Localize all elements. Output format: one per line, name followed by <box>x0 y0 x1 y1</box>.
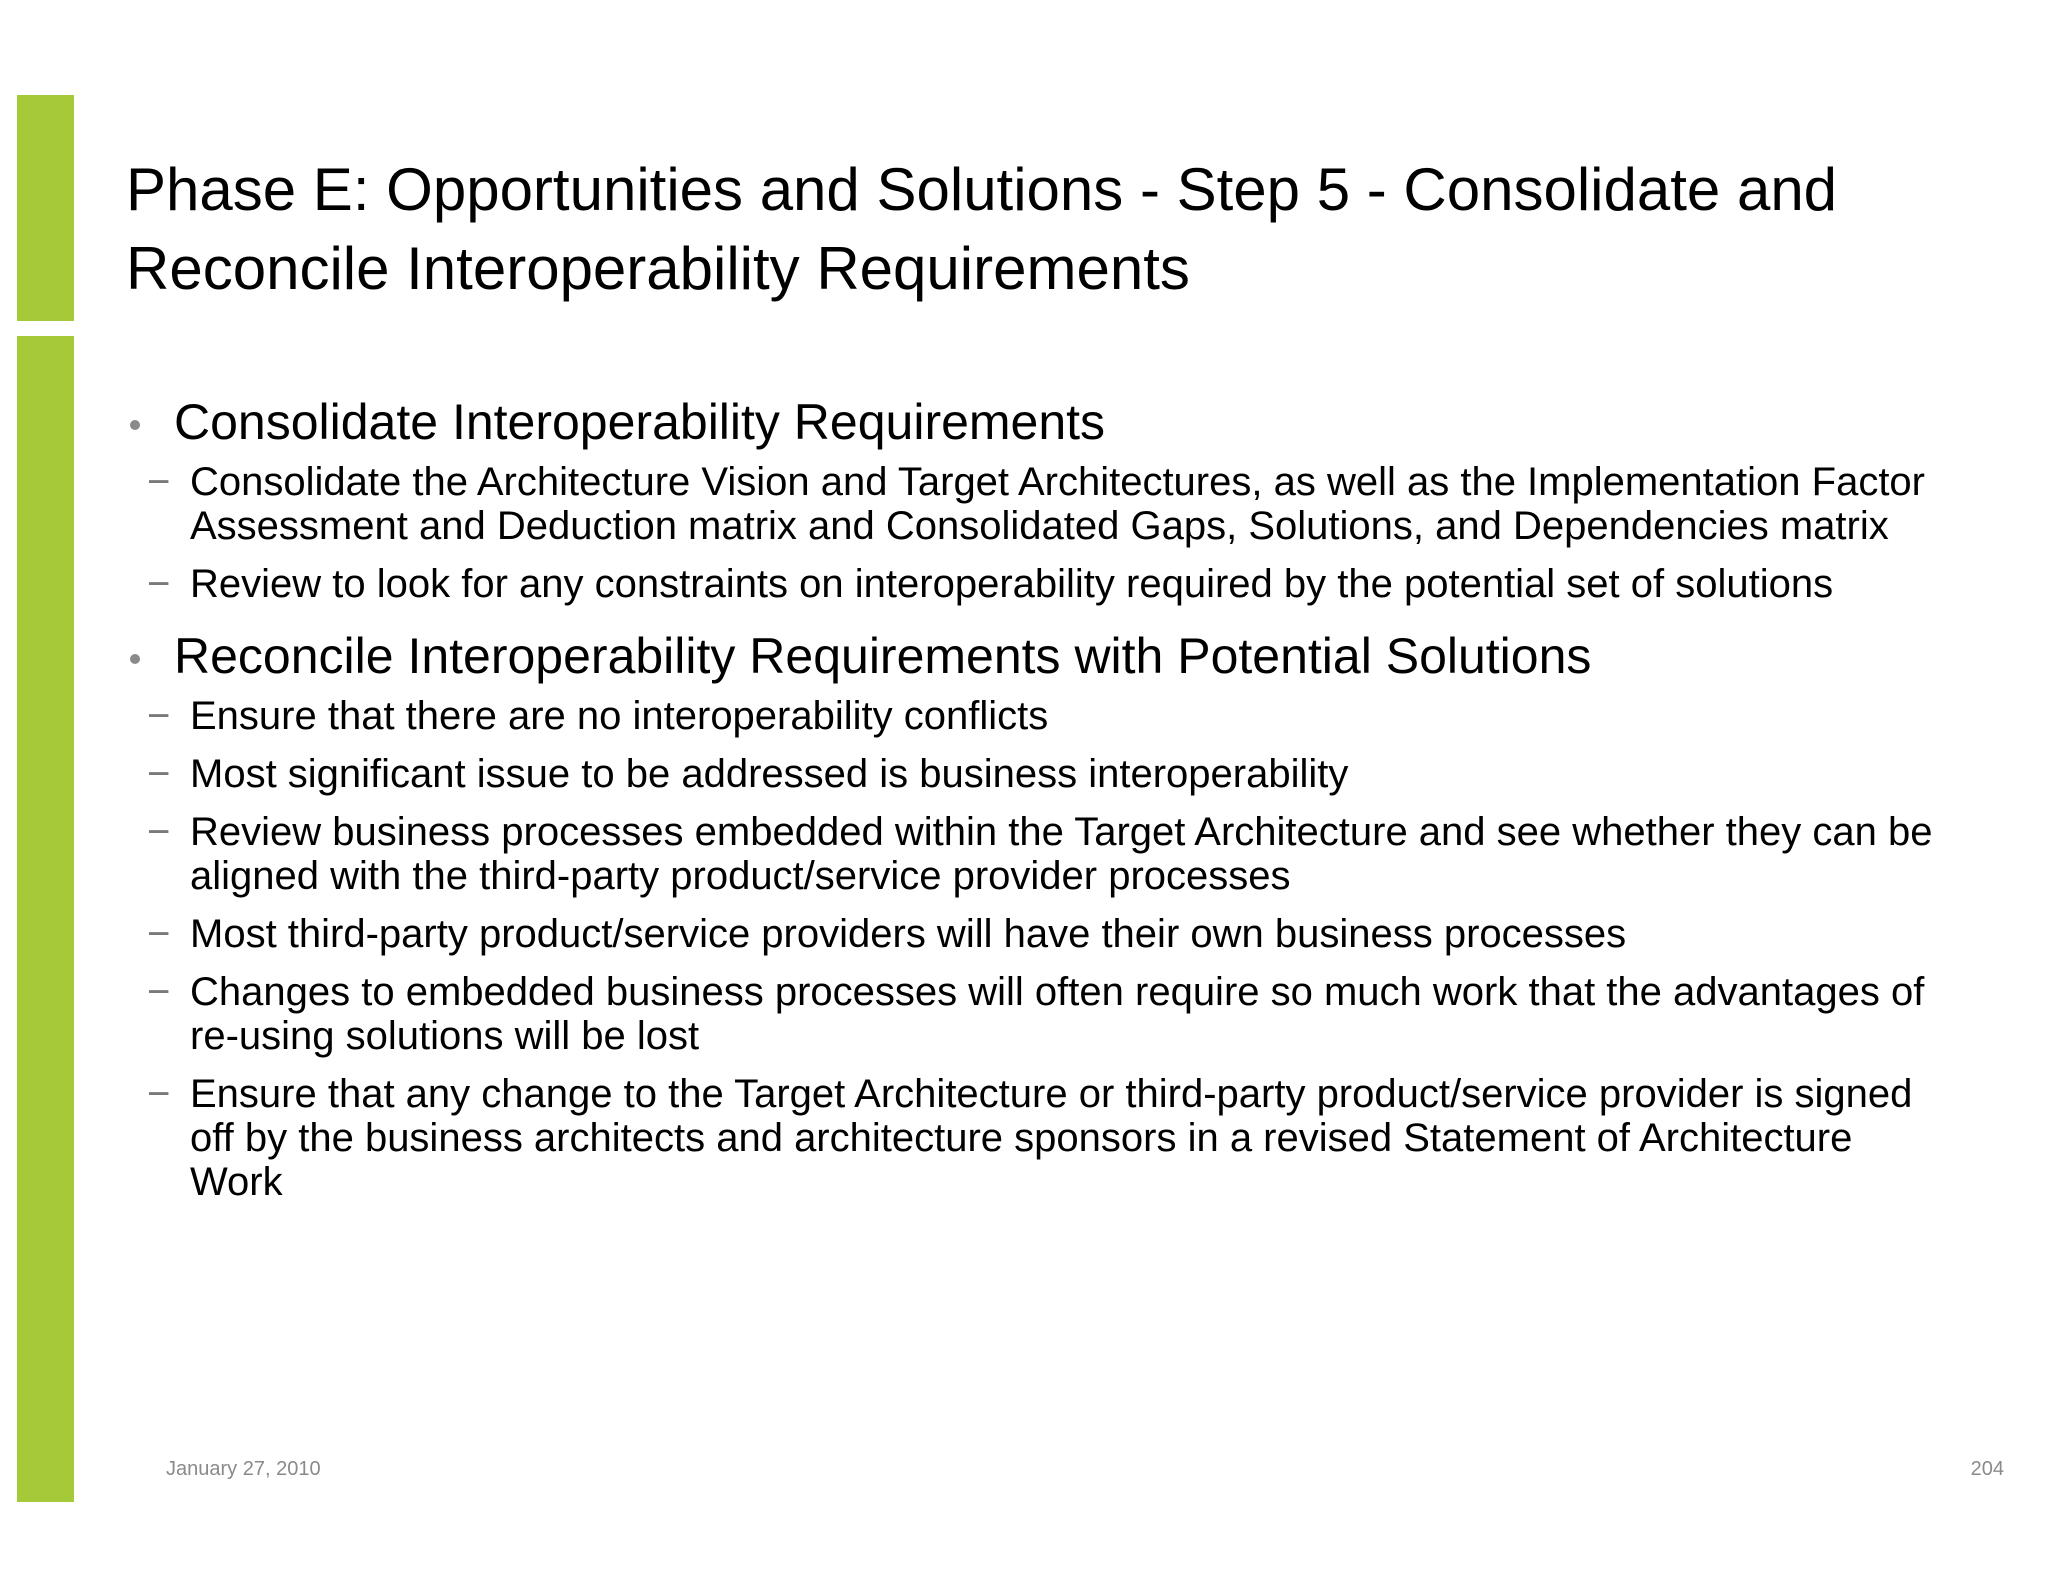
dash-icon: − <box>147 460 171 504</box>
sub-item <box>120 752 1950 796</box>
sub-item-text: Review business processes embedded within the Target Architecture and see whether they can be aligned with the third-party product/service provider processes <box>190 810 1933 898</box>
sub-item <box>120 912 1950 956</box>
footer-date: January 27, 2010 <box>166 1458 321 1480</box>
accent-bar-bottom <box>17 336 74 1502</box>
dash-icon: − <box>147 912 171 956</box>
sub-item-text: Review to look for any constraints on interoperability required by the potential set of solutions <box>190 562 1834 606</box>
sub-item <box>120 970 1950 1058</box>
sub-item-text: Ensure that any change to the Target Architecture or third-party product/service provider is signed off by the business architects and architecture sponsors in a revised Statement of Architecture Work <box>190 1072 1913 1204</box>
bullet-dot-icon <box>130 420 140 430</box>
sub-item <box>120 1072 1950 1204</box>
bullet-heading: Reconcile Interoperability Requirements with Potential Solutions <box>174 628 1592 684</box>
page-number: 204 <box>1970 1458 2004 1480</box>
dash-icon: − <box>147 1072 171 1116</box>
sub-item-text: Most third-party product/service providers will have their own business processes <box>190 912 1627 956</box>
slide-title: Phase E: Opportunities and Solutions - Step 5 - Consolidate and Reconcile Interoperability Requirements <box>126 156 1838 302</box>
sub-item-text: Changes to embedded business processes will often require so much work that the advantages of re-using solutions will be lost <box>190 970 1925 1058</box>
bullet-consolidate <box>120 390 1950 454</box>
dash-icon: − <box>147 562 171 606</box>
dash-icon: − <box>147 810 171 854</box>
slide-content <box>120 390 1950 1222</box>
dash-icon: − <box>147 752 171 796</box>
sub-item-text: Ensure that there are no interoperability conflicts <box>190 694 1049 738</box>
sub-list-reconcile <box>120 694 1950 1204</box>
sub-item <box>120 460 1950 548</box>
bullet-heading: Consolidate Interoperability Requirements <box>174 394 1106 450</box>
accent-bar-top <box>17 95 74 321</box>
sub-item-text: Most significant issue to be addressed is business interoperability <box>190 752 1349 796</box>
dash-icon: − <box>147 970 171 1014</box>
sub-item-text: Consolidate the Architecture Vision and Target Architectures, as well as the Implementation Factor Assessment and Deduction matrix and Consolidated Gaps, Solutions, and Dependencies matrix <box>190 460 1925 548</box>
dash-icon: − <box>147 694 171 738</box>
sub-item <box>120 694 1950 738</box>
sub-list-consolidate <box>120 460 1950 606</box>
sub-item <box>120 810 1950 898</box>
sub-item <box>120 562 1950 606</box>
bullet-dot-icon <box>130 654 140 664</box>
bullet-reconcile <box>120 624 1950 688</box>
